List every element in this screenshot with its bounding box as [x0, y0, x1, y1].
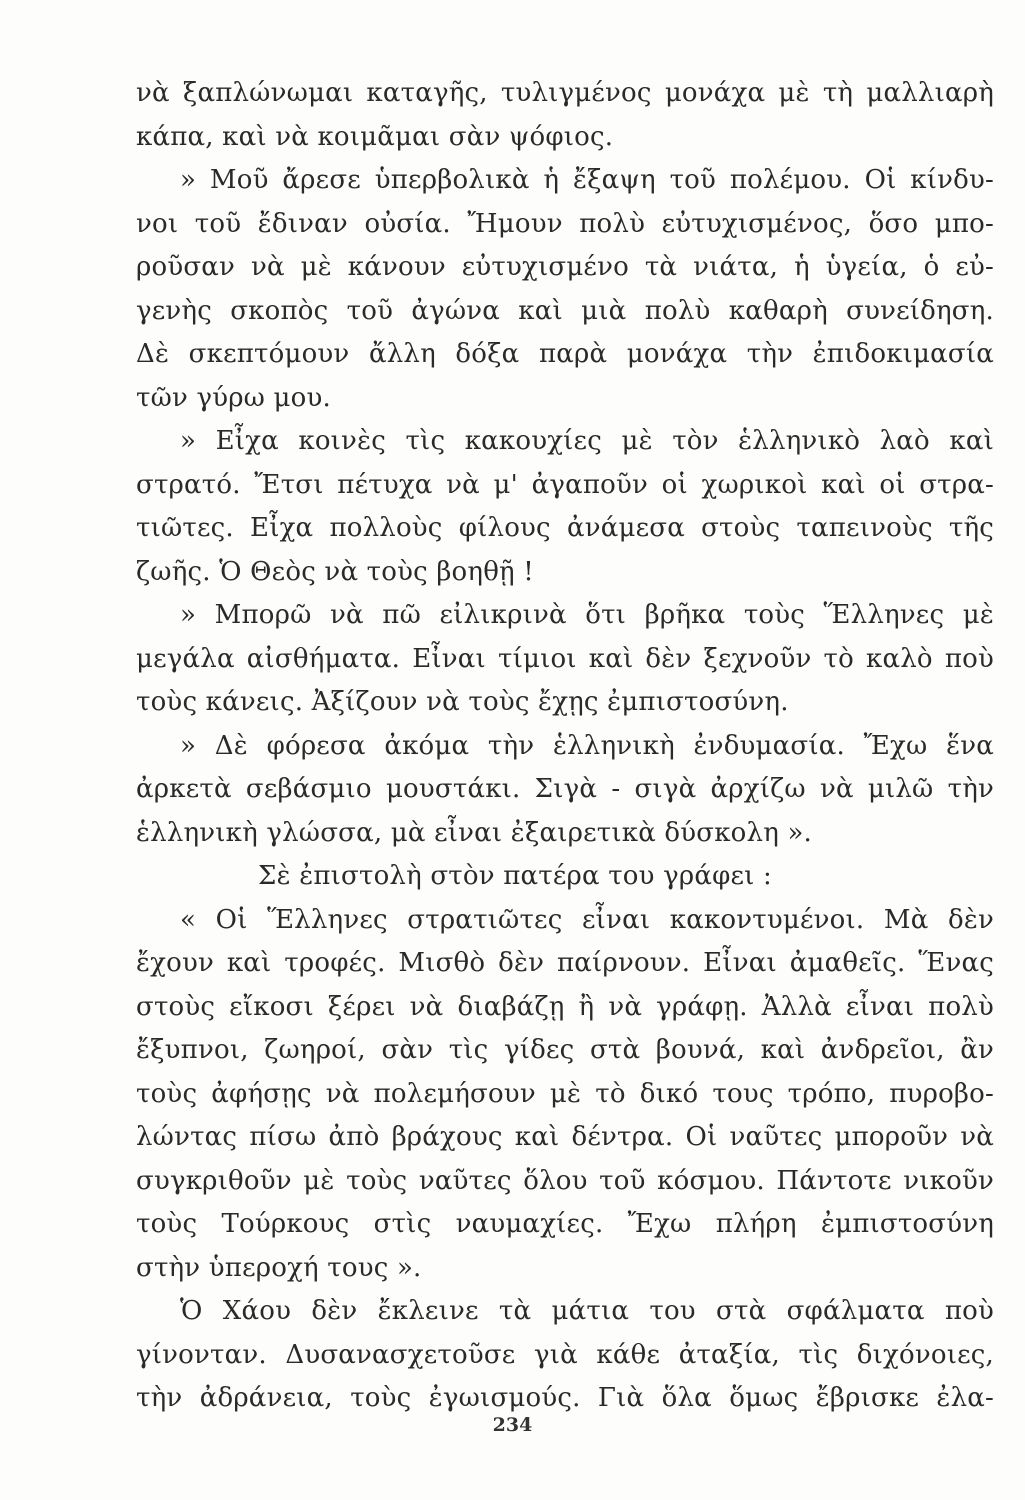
text-line: » Εἶχα κοινὲς τὶς κακουχίες μὲ τὸν ἑλληνικὸ λαὸ καὶ	[180, 426, 994, 456]
text-line: » Μπορῶ νὰ πῶ εἰλικρινὰ ὅτι βρῆκα τοὺς Ἕλληνες μὲ	[180, 600, 994, 630]
page-number: 234	[492, 1414, 533, 1436]
text-line: λώντας πίσω ἀπὸ βράχους καὶ δέντρα. Οἱ ναῦτες μποροῦν νὰ	[136, 1122, 994, 1152]
text-line: γίνονταν. Δυσανασχετοῦσε γιὰ κάθε ἀταξία, τὶς διχόνοιες,	[136, 1339, 994, 1370]
text-line: ροῦσαν νὰ μὲ κάνουν εὐτυχισμένο τὰ νιάτα, ἡ ὑγεία, ὁ εὐ-	[136, 252, 994, 282]
text-line: νὰ ξαπλώνωμαι καταγῆς, τυλιγμένος μονάχα μὲ τὴ μαλλιαρὴ	[136, 78, 994, 108]
text-line: » Μοῦ ἄρεσε ὑπερβολικὰ ἡ ἔξαψη τοῦ πολέμου. Οἱ κίνδυ-	[180, 165, 994, 195]
text-line: ἀρκετὰ σεβάσμιο μουστάκι. Σιγὰ - σιγὰ ἀρχίζω νὰ μιλῶ τὴν	[136, 774, 994, 804]
text-line: τιῶτες. Εἶχα πολλοὺς φίλους ἀνάμεσα στοὺς ταπεινοὺς τῆς	[136, 513, 994, 543]
text-line: στοὺς εἴκοσι ξέρει νὰ διαβάζῃ ἢ νὰ γράφῃ. Ἀλλὰ εἶναι πολὺ	[136, 991, 994, 1022]
text-line: τοὺς ἀφήσῃς νὰ πολεμήσουν μὲ τὸ δικό τους τρόπο, πυροβο-	[136, 1078, 994, 1109]
text-line: » Δὲ φόρεσα ἀκόμα τὴν ἑλληνικὴ ἐνδυμασία. Ἔχω ἕνα	[180, 730, 994, 761]
text-line: νοι τοῦ ἔδιναν οὐσία. Ἤμουν πολὺ εὐτυχισμένος, ὅσο μπο-	[136, 208, 994, 239]
text-line: στρατό. Ἔτσι πέτυχα νὰ μ' ἀγαποῦν οἱ χωρικοὶ καὶ οἱ στρα-	[136, 469, 994, 500]
text-line: τὴν ἀδράνεια, τοὺς ἐγωισμούς. Γιὰ ὅλα ὅμως ἔβρισκε ἐλα-	[136, 1383, 994, 1413]
text-line: « Οἱ Ἕλληνες στρατιῶτες εἶναι κακοντυμένοι. Μὰ δὲν	[180, 904, 994, 935]
text-line: τοὺς Τούρκους στὶς ναυμαχίες. Ἔχω πλήρη ἐμπιστοσύνη	[136, 1209, 994, 1239]
text-line: Ὁ Χάου δὲν ἔκλεινε τὰ μάτια του στὰ σφάλματα ποὺ	[180, 1296, 994, 1326]
text-line: Δὲ σκεπτόμουν ἄλλη δόξα παρὰ μονάχα τὴν ἐπιδοκιμασία	[136, 339, 994, 369]
body-text	[136, 72, 994, 1421]
text-line: τῶν γύρω μου.	[136, 382, 331, 413]
text-line: ἑλληνικὴ γλώσσα, μὰ εἶναι ἐξαιρετικὰ δύσκολη ».	[136, 817, 813, 848]
text-line: ἔχουν καὶ τροφές. Μισθὸ δὲν παίρνουν. Εἶναι ἀμαθεῖς. Ἕνας	[136, 948, 994, 978]
text-line: στὴν ὑπεροχή τους ».	[136, 1252, 422, 1283]
text-line: συγκριθοῦν μὲ τοὺς ναῦτες ὅλου τοῦ κόσμου. Πάντοτε νικοῦν	[136, 1165, 994, 1196]
text-line: γενὴς σκοπὸς τοῦ ἀγώνα καὶ μιὰ πολὺ καθαρὴ συνείδηση.	[136, 295, 994, 326]
text-line: Σὲ ἐπιστολὴ στὸν πατέρα του γράφει :	[258, 861, 772, 891]
text-line: ἔξυπνοι, ζωηροί, σὰν τὶς γίδες στὰ βουνά, καὶ ἀνδρεῖοι, ἂν	[136, 1035, 994, 1065]
text-line: ζωῆς. Ὁ Θεὸς νὰ τοὺς βοηθῇ !	[136, 556, 534, 587]
text-line: κάπα, καὶ νὰ κοιμᾶμαι σὰν ψόφιος.	[136, 121, 614, 152]
text-line: τοὺς κάνεις. Ἀξίζουν νὰ τοὺς ἔχῃς ἐμπιστοσύνη.	[136, 687, 789, 717]
text-line: μεγάλα αἰσθήματα. Εἶναι τίμιοι καὶ δὲν ξεχνοῦν τὸ καλὸ ποὺ	[136, 643, 994, 674]
